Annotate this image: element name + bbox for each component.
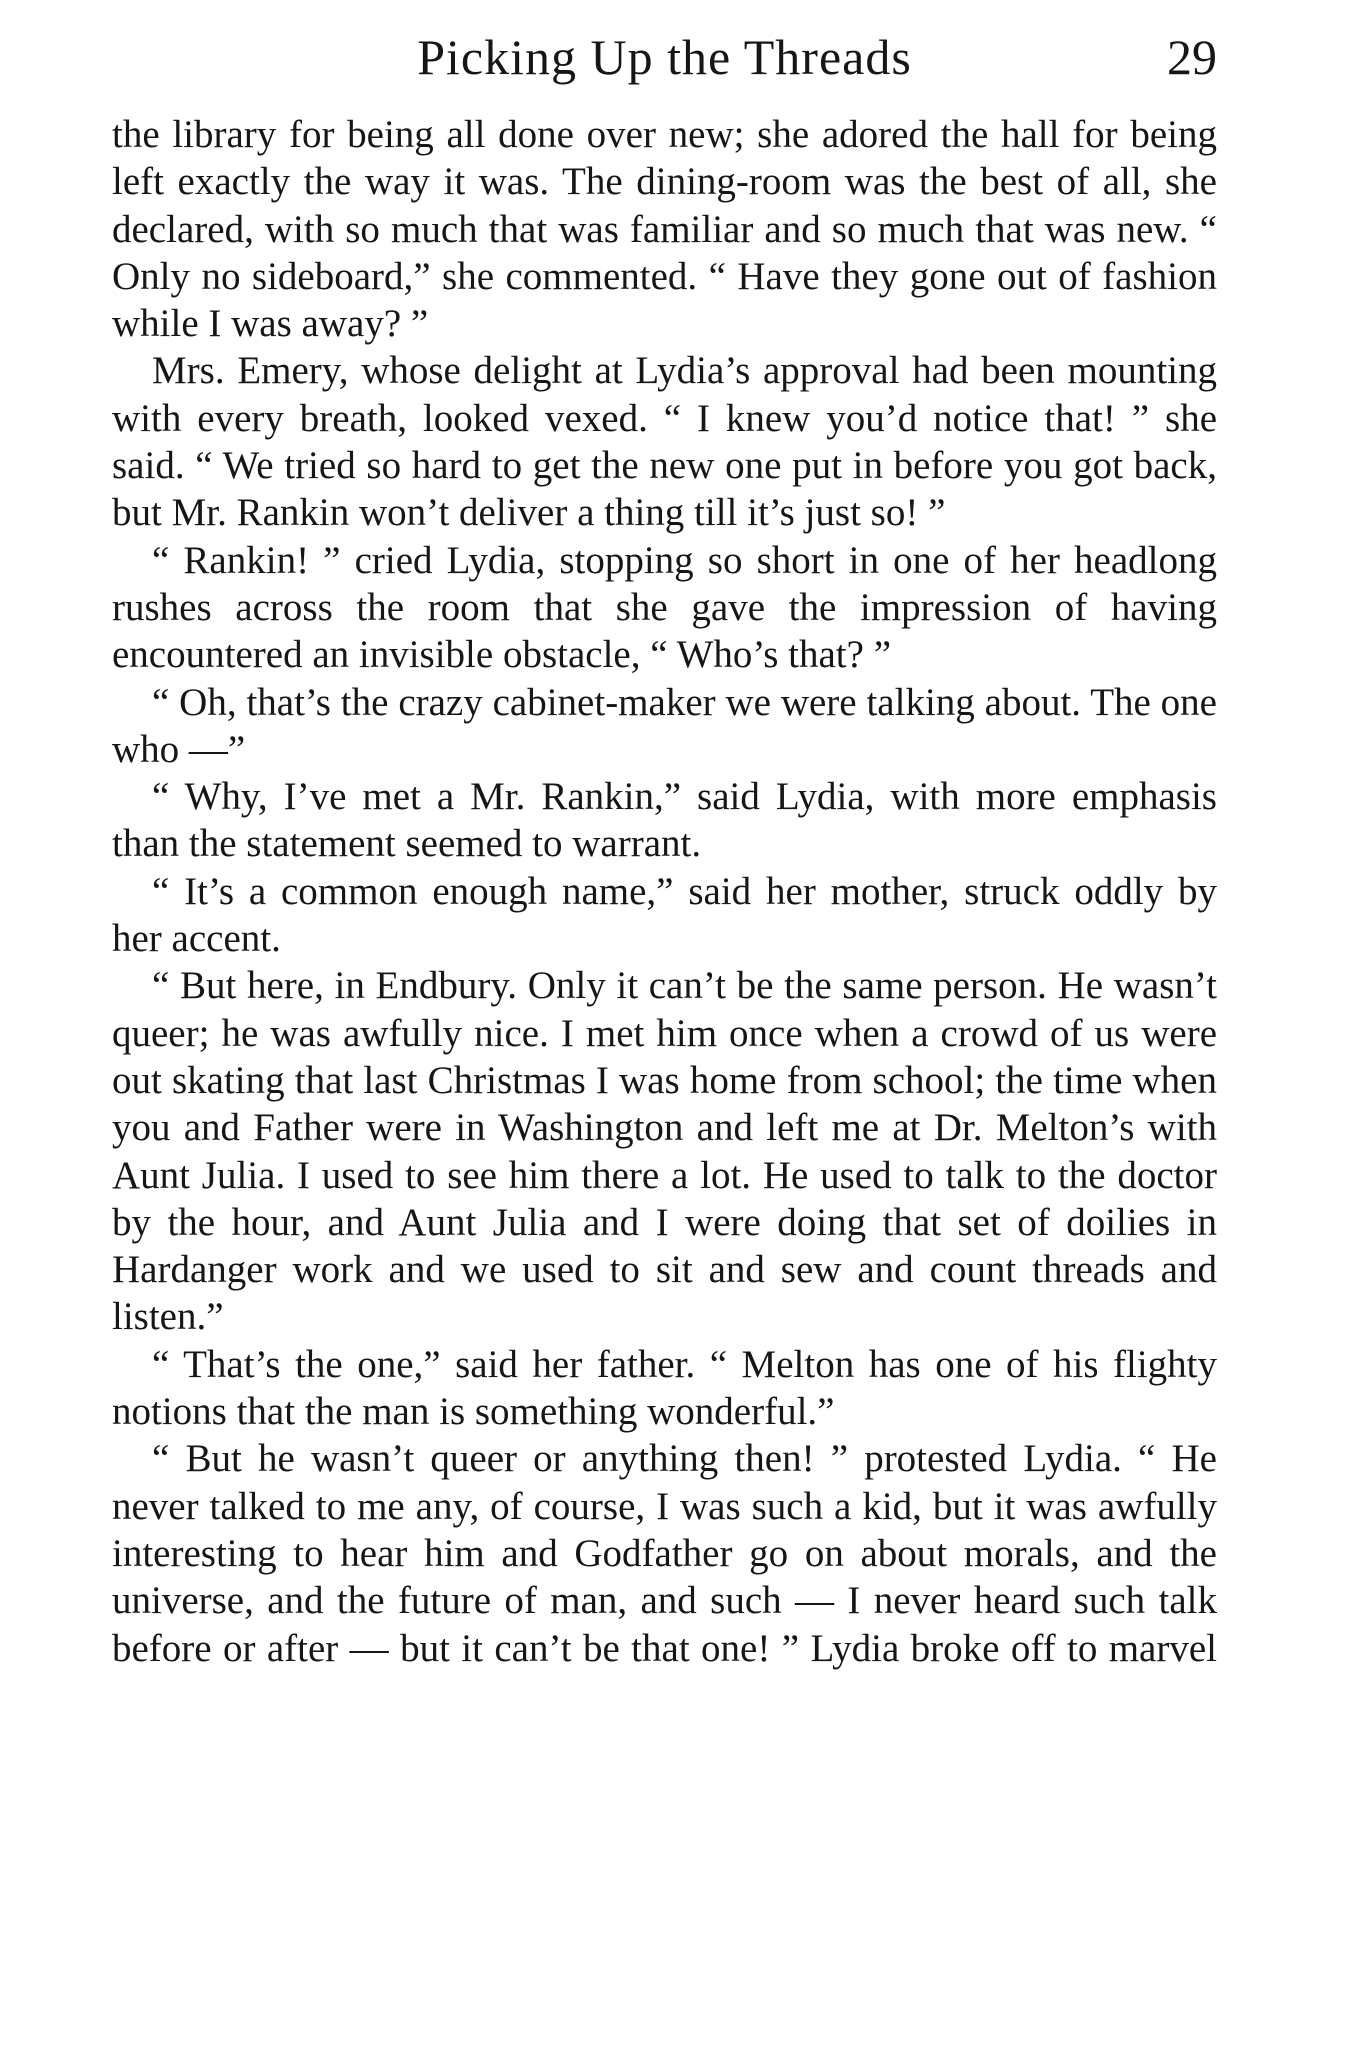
body-text: [112, 111, 1217, 1672]
paragraph: “ Why, I’ve met a Mr. Rankin,” said Lydia, with more emphasis than the statement seemed to warrant.: [112, 775, 1217, 866]
page-number: 29: [1167, 29, 1217, 85]
paragraph: “ But here, in Endbury. Only it can’t be the same person. He wasn’t queer; he was awfully nice. I met him once when a crowd of us were out skating that last Christmas I was home from school; the time when you and Father were in Washington and left me at Dr. Melton’s with Aunt Julia. I used to see him there a lot. He used to talk to the doctor by the hour, and Aunt Julia and I were doing that set of doilies in Hardanger work and we used to sit and sew and count threads and listen.”: [112, 964, 1217, 1339]
paragraph: “ It’s a common enough name,” said her mother, struck oddly by her accent.: [112, 869, 1217, 961]
running-title: Picking Up the Threads: [417, 29, 912, 85]
paragraph-continued: the library for being all done over new; she adored the hall for being left exactly the way it was. The dining-room was the best of all, she declared, with so much that was familiar and so much that was new. “ Only no sideboard,” she commented. “ Have they gone out of fashion while I was away? ”: [112, 113, 1217, 346]
paragraph: “ Oh, that’s the crazy cabinet-maker we were talking about. The one who —”: [112, 680, 1217, 771]
paragraph: Mrs. Emery, whose delight at Lydia’s approval had been mounting with every breath, looked vexed. “ I knew you’d notice that! ” she said. “ We tried so hard to get the new one put in before you got back, but Mr. Rankin won’t deliver a thing till it’s just so! ”: [112, 349, 1217, 535]
paragraph: “ Rankin! ” cried Lydia, stopping so short in one of her headlong rushes across the room that she gave the impression of having encountered an invisible obstacle, “ Who’s that? ”: [112, 538, 1217, 677]
running-head: [112, 22, 1217, 92]
paragraph: “ That’s the one,” said her father. “ Melton has one of his flighty notions that the man is something wonderful.”: [112, 1342, 1217, 1434]
paragraph-continues: “ But he wasn’t queer or anything then! ” protested Lydia. “ He never talked to me any, of course, I was such a kid, but it was awfully interesting to hear him and Godfather go on about morals, and the universe, and the future of man, and such — I never heard such talk before or after — but it can’t be that one! ” Lydia broke off to marvel: [112, 1437, 1217, 1670]
